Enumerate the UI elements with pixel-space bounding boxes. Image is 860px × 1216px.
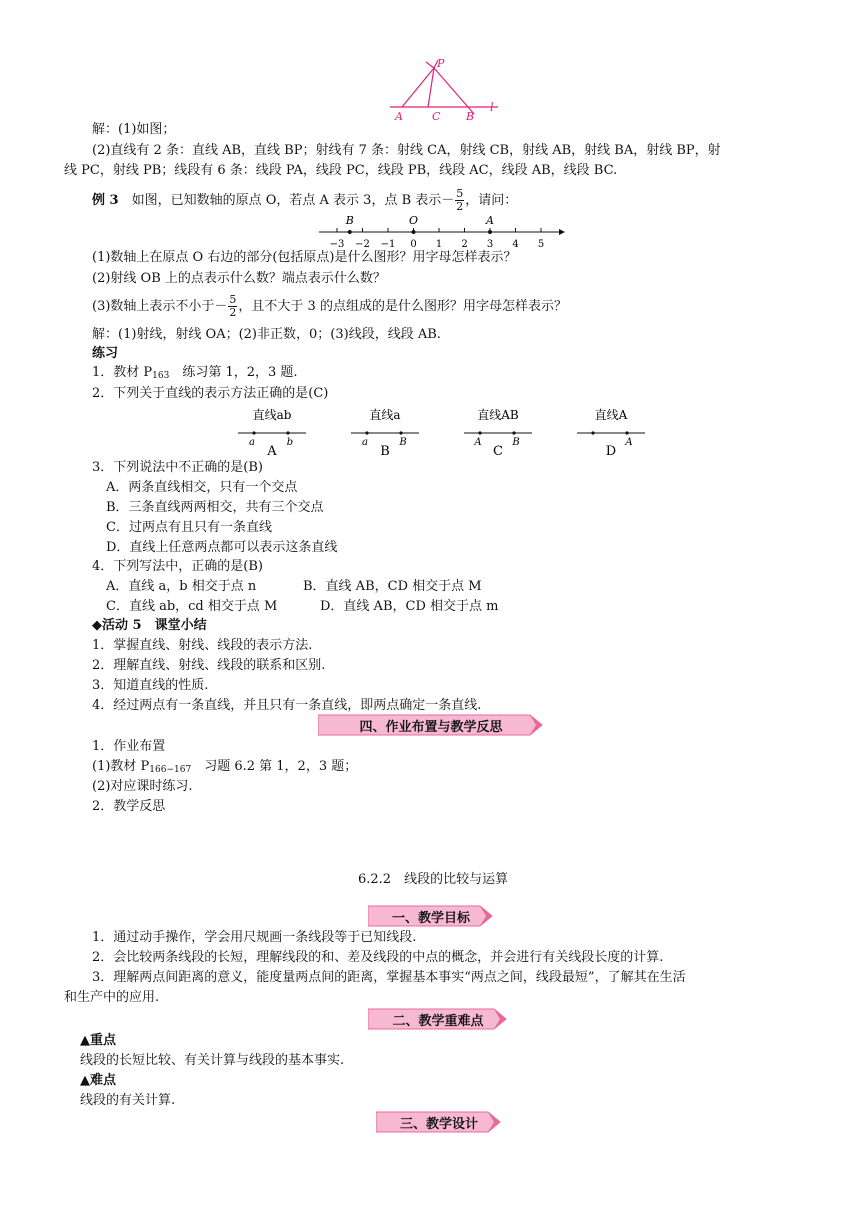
goal-3: 3．理解两点间距离的意义，能度量两点间的距离，掌握基本事实“两点之间，线段最短”，了解其在生活	[92, 970, 686, 985]
number-line-tick-label: 0	[410, 239, 417, 250]
number-line-point-a	[488, 230, 492, 234]
practice-item-3-option-a: A．两条直线相交，只有一个交点	[106, 480, 298, 495]
option-figure-letter: B	[380, 444, 390, 459]
fig-label-l: l	[490, 101, 494, 114]
activity5-item-4: 4．经过两点有一条直线，并且只有一条直线，即两点确定一条直线.	[92, 698, 482, 713]
section-title: 6.2.2 线段的比较与运算	[358, 872, 509, 887]
practice-item-4-option-d: D．直线 AB，CD 相交于点 m	[320, 599, 499, 614]
solution1-line1: 解：(1)如图；	[92, 122, 176, 137]
option-figure-left-label: a	[362, 437, 368, 448]
question1: (1)数轴上在原点 O 右边的部分(包括原点)是什么图形？用字母怎样表示？	[92, 250, 517, 265]
practice-item-3-option-b: B．三条直线两两相交，共有三个交点	[106, 500, 324, 515]
banner-goals-label: 一、教学目标	[391, 911, 470, 926]
option-figure-right-label: B	[512, 437, 520, 448]
activity5-item-3: 3．知道直线的性质.	[92, 678, 209, 693]
key-point-title: ▲重点	[80, 1033, 116, 1048]
number-line-points	[345, 214, 494, 234]
solution1-line3: 线 PC，射线 PB；线段有 6 条：线段 PA，线段 PC，线段 PB，线段 AC，线段 AB，线段 BC.	[64, 163, 618, 178]
number-line-tick-label: −2	[355, 239, 370, 250]
number-line-ticks	[330, 228, 545, 250]
option-figure-caption: 直线a	[369, 408, 401, 422]
fig-label-B: B	[466, 110, 475, 123]
number-line-tick-label: 1	[435, 239, 443, 250]
question3	[92, 294, 567, 319]
homework-item-1: 1．作业布置	[92, 739, 166, 754]
number-line-tick-label: 5	[537, 239, 545, 250]
option-figure-right-label: b	[286, 437, 294, 448]
fraction-five-halves-2: $\frac{5}{2}$	[229, 293, 237, 319]
question3-text-end: ，且不大于 3 的点组成的是什么图形？用字母怎样表示？	[238, 299, 567, 314]
fraction-five-halves: $\frac{5}{2}$	[456, 187, 464, 213]
option-figure-caption: 直线AB	[477, 408, 519, 422]
solution3: 解：(1)射线，射线 OA；(2)非正数，0；(3)线段，线段 AB.	[92, 327, 441, 342]
option-figure-left-label: a	[249, 437, 255, 448]
homework-item-1a: (1)教材 $P_{166-167}$ 习题 6.2 第 1，2，3 题；	[92, 759, 358, 775]
line-notation-options	[0, 405, 860, 460]
option-figure-letter: D	[605, 444, 617, 459]
number-line-tick-label: 2	[461, 239, 468, 250]
practice-item-3-option-d: D．直线上任意两点都可以表示这条直线	[106, 540, 338, 555]
practice-item-4-option-a: A．直线 a，b 相交于点 n	[106, 579, 257, 594]
practice-item-2: 2．下列关于直线的表示方法正确的是(C)	[92, 386, 329, 401]
section-banner-goals	[368, 905, 494, 927]
activity5-title: ◆活动 5 课堂小结	[92, 618, 207, 633]
number-line-tick-label: 3	[486, 239, 494, 250]
number-line-tick-label: −1	[380, 239, 396, 250]
number-line-point-label: A	[486, 214, 494, 227]
option-figure-caption: 直线A	[594, 408, 628, 422]
goal-2: 2．会比较两条线段的长短，理解线段的和、差及线段的中点的概念，并会进行有关线段长度的计算.	[92, 950, 664, 965]
practice-item-3: 3．下列说法中不正确的是(B)	[92, 460, 263, 475]
number-line-point-o	[412, 230, 416, 234]
number-line-point-b	[348, 230, 352, 234]
number-line-figure	[315, 212, 565, 254]
fig-label-P: P	[437, 57, 445, 70]
practice-item-4: 4．下列写法中，正确的是(B)	[92, 559, 263, 574]
section-banner-keypoints	[368, 1008, 508, 1030]
homework-item-1b: (2)对应课时练习.	[92, 779, 193, 794]
practice-title: 练习	[92, 346, 119, 361]
option-figure-left-label: A	[474, 437, 482, 448]
option-figure-caption: 直线ab	[252, 408, 292, 422]
activity5-item-2: 2．理解直线、射线、线段的联系和区别.	[92, 658, 326, 673]
example3-text: 如图，已知数轴的原点 O，若点 A 表示 3，点 B 表示－	[131, 193, 455, 208]
solution1-line2: (2)直线有 2 条：直线 AB，直线 BP；射线有 7 条：射线 CA，射线 CB，射线 AB，射线 BA，射线 BP，射	[92, 143, 721, 158]
example3-label: 例 3	[92, 193, 119, 208]
option-figure-d	[575, 405, 647, 459]
goal-3-cont: 和生产中的应用.	[64, 990, 160, 1005]
option-figure-c	[462, 405, 534, 459]
key-point-text: 线段的长短比较、有关计算与线段的基本事实.	[80, 1053, 345, 1068]
option-figure-a	[236, 405, 308, 459]
banner-homework-label: 四、作业布置与教学反思	[359, 720, 503, 735]
example3-statement	[92, 188, 517, 213]
question2: (2)射线 OB 上的点表示什么数？端点表示什么数？	[92, 271, 386, 286]
practice-item-3-option-c: C．过两点有且只有一条直线	[106, 520, 272, 535]
banner-design-label: 三、教学设计	[399, 1117, 478, 1132]
section-banner-homework	[318, 714, 544, 736]
option-figure-b	[349, 405, 421, 459]
difficulty-title: ▲难点	[80, 1073, 116, 1088]
option-figure-right-label: A	[625, 437, 633, 448]
fig-label-C: C	[432, 110, 441, 123]
number-line-point-label: O	[408, 214, 419, 227]
option-figure-letter: C	[493, 444, 503, 459]
option-figure-letter: A	[267, 444, 277, 459]
practice-item-4-option-b: B．直线 AB，CD 相交于点 M	[303, 579, 482, 594]
number-line-tick-label: −3	[329, 239, 345, 250]
homework-item-2: 2．教学反思	[92, 799, 166, 814]
activity5-item-1: 1．掌握直线、射线、线段的表示方法.	[92, 638, 313, 653]
fig-label-A: A	[395, 110, 403, 123]
number-line-tick-label: 4	[512, 239, 519, 250]
number-line-point-label: B	[345, 214, 354, 227]
banner-keypoints-label: 二、教学重难点	[392, 1014, 484, 1029]
practice-item-1: 1．教材 $P_{163}$ 练习第 1，2，3 题.	[92, 365, 298, 381]
question3-text: (3)数轴上表示不小于－	[92, 299, 228, 314]
difficulty-text: 线段的有关计算.	[80, 1093, 176, 1108]
option-figure-right-label: B	[399, 437, 407, 448]
section-banner-design	[376, 1111, 502, 1133]
goal-1: 1．通过动手操作，学会用尺规画一条线段等于已知线段.	[92, 930, 417, 945]
practice-item-4-option-c: C．直线 ab，cd 相交于点 M	[106, 599, 278, 614]
example3-text-end: ，请问：	[465, 193, 518, 208]
figure-triangle-line	[386, 56, 506, 124]
